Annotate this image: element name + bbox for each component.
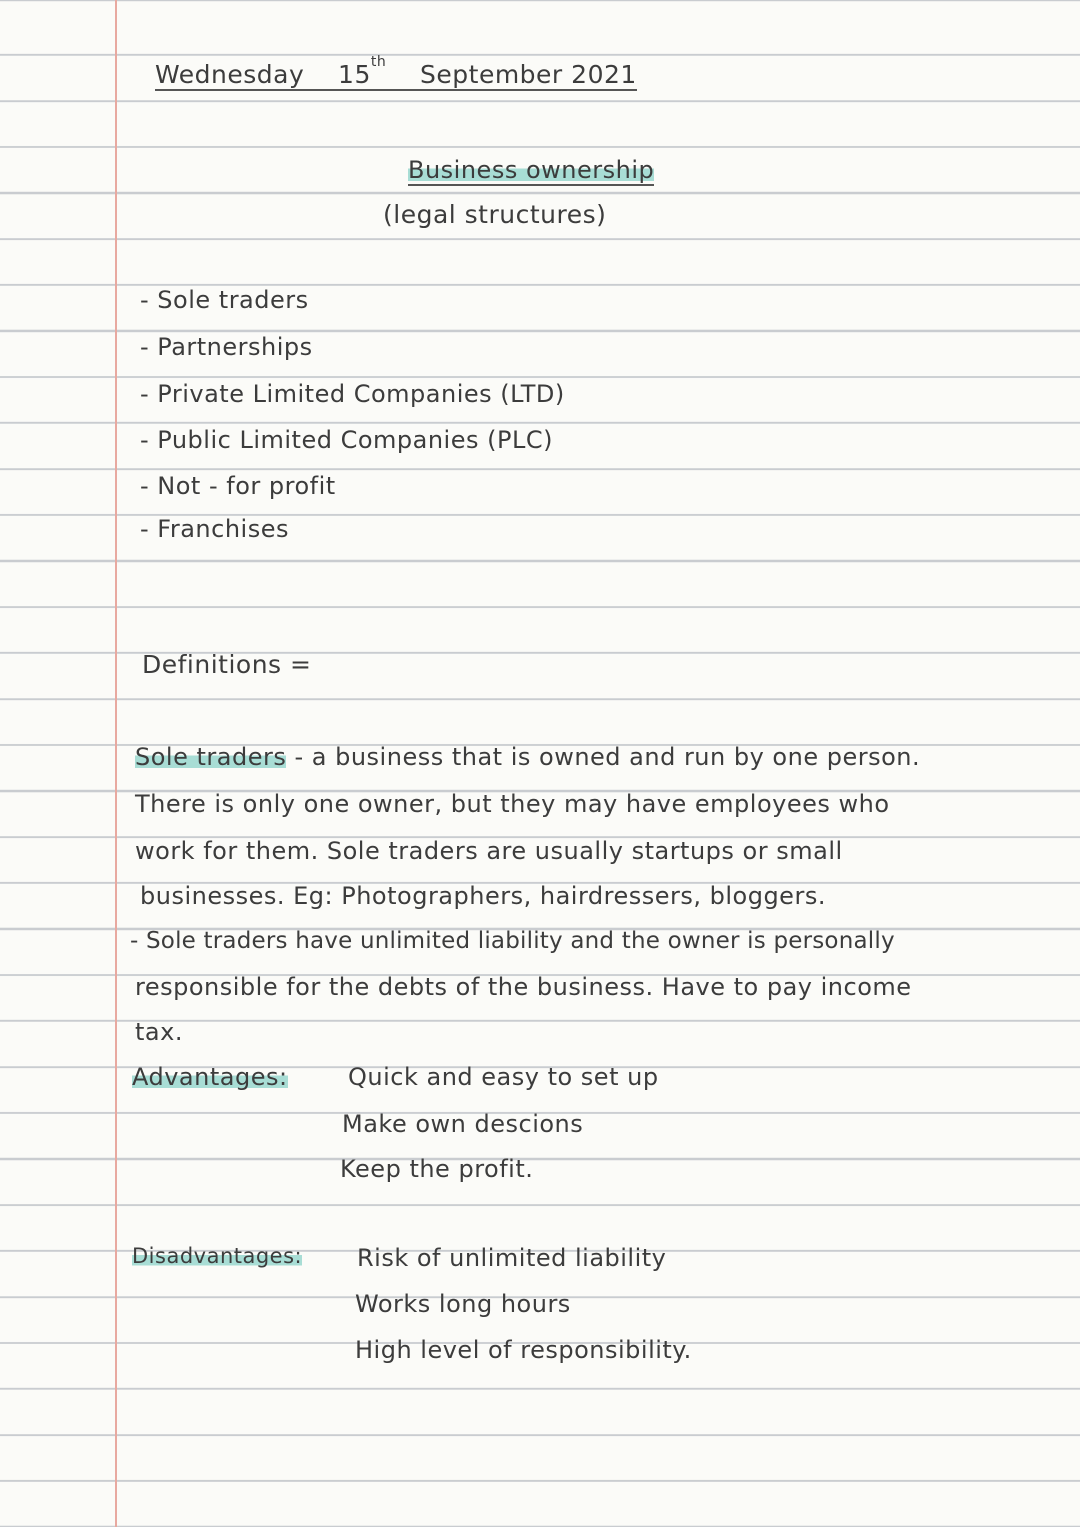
advantages-label xyxy=(132,1063,288,1091)
structure-item: - Private Limited Companies (LTD) xyxy=(140,380,565,408)
definition-line: - Sole traders have unlimited liability and the owner is personally xyxy=(130,928,895,954)
structure-label: Private Limited Companies (LTD) xyxy=(157,380,565,408)
disadvantages-label xyxy=(132,1244,302,1268)
page-subtitle: (legal structures) xyxy=(383,200,607,229)
structure-item: - Franchises xyxy=(140,515,289,543)
structure-label: Public Limited Companies (PLC) xyxy=(157,426,553,454)
definition-line xyxy=(135,743,920,771)
date-number: 15 xyxy=(338,60,371,89)
definition-text: - a business that is owned and run by one person. xyxy=(294,743,921,771)
advantage-item: Keep the profit. xyxy=(340,1155,534,1183)
disadvantage-item: Risk of unlimited liability xyxy=(357,1244,667,1272)
definition-term: Sole traders xyxy=(135,743,287,771)
structure-item: - Partnerships xyxy=(140,333,313,361)
disadvantage-item: Works long hours xyxy=(355,1290,571,1318)
date-suffix: th xyxy=(370,54,387,70)
advantage-item: Make own descions xyxy=(342,1110,584,1138)
structure-item: - Not - for profit xyxy=(140,472,336,500)
structure-item: - Public Limited Companies (PLC) xyxy=(140,426,553,454)
disadvantages-label-text: Disadvantages: xyxy=(132,1244,303,1268)
structure-label: Partnerships xyxy=(157,333,313,361)
structure-label: Not - for profit xyxy=(157,472,336,500)
definition-line: work for them. Sole traders are usually startups or small xyxy=(135,837,843,865)
margin-line xyxy=(115,0,117,1527)
title-main: Business ownership xyxy=(408,156,655,184)
definition-line: responsible for the debts of the business. Have to pay income xyxy=(135,973,912,1001)
date-month-year: September 2021 xyxy=(420,60,637,89)
definitions-heading: Definitions = xyxy=(142,650,312,679)
definition-line: There is only one owner, but they may have employees who xyxy=(135,790,890,818)
disadvantage-item: High level of responsibility. xyxy=(355,1336,692,1364)
page-title xyxy=(408,156,654,184)
advantages-label-text: Advantages: xyxy=(132,1063,288,1091)
structure-label: Franchises xyxy=(157,515,289,543)
structure-label: Sole traders xyxy=(157,286,309,314)
structure-item: - Sole traders xyxy=(140,286,309,314)
date-day: Wednesday xyxy=(155,60,305,89)
definition-line: tax. xyxy=(135,1018,183,1046)
advantage-item: Quick and easy to set up xyxy=(348,1063,659,1091)
definition-line: businesses. Eg: Photographers, hairdressers, bloggers. xyxy=(140,882,826,910)
date-header xyxy=(155,54,637,91)
